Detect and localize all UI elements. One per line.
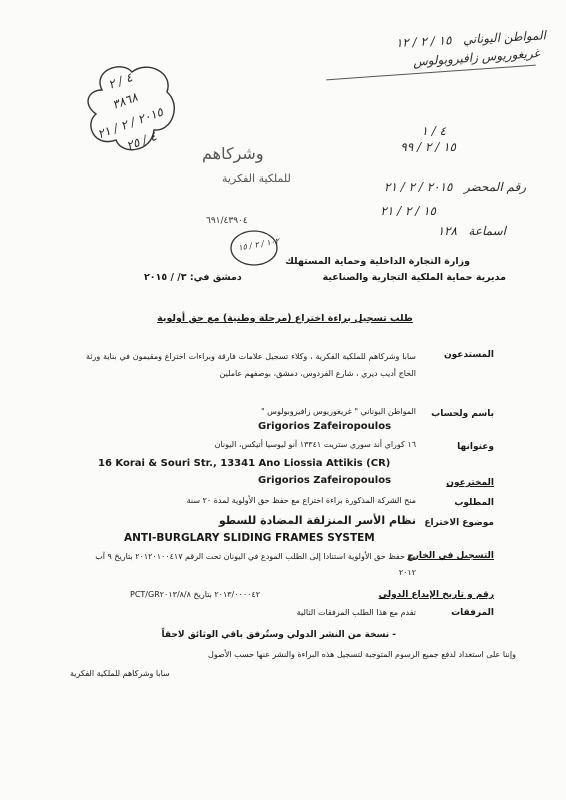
field-label-international-filing: رقم و تاريخ الإيداع الدولي <box>378 590 494 600</box>
field-label-subject: موضوع الاختراع <box>424 518 494 528</box>
handwritten-number: ١٥ / ٢ / ١٢ <box>395 33 452 51</box>
field-value-subject: نظام الأسر المنزلقة المضادة للسطو <box>218 514 416 527</box>
closing-statement: وإننا على استعداد لدفع جميع الرسوم المتوجبة لتسجيل هذه البراءة والنشر عنها حسب الأصول <box>208 650 516 659</box>
signature-company: سابا وشركاهم للملكية الفكرية <box>70 669 170 678</box>
field-label-attachments: المرفقات <box>451 608 494 618</box>
handwritten-registration-date: ٢٠١٥ / ٢ / ٢١ <box>384 180 453 194</box>
handwritten-registration-date-2: ١٥ / ٢ / ٢١ <box>380 204 436 218</box>
handwritten-cloud-text-4: ٤ / ٢٥ <box>124 129 159 153</box>
field-label-on-behalf: باسم ولحساب <box>431 409 494 419</box>
field-value-subject-en: ANTI-BURGLARY SLIDING FRAMES SYSTEM <box>124 532 375 544</box>
field-value-foreign-registration: مع حفظ حق الأولوية استنادا إلى الطلب المودع في اليونان تحت الرقم ٢٠١٢٠١٠٠٤١٧ بتاريخ ٩ آب ٢٠١٢ <box>95 552 416 577</box>
field-value-international-filing: PCT/GR٢٠١٣/٠٠٠٠٤٢ بتاريخ ٢٠١٣/٨/٨ <box>130 590 261 599</box>
field-value-applicants: سابا وشركاهم للملكية الفكرية ، وكلاء تسجيل علامات فارقة وبراءات اختراع ومقيمون في بناية ورثة الحاج أديب ديري ، شارع الفردوس، دمشق، بوصفهم عاملين <box>86 352 416 378</box>
handwritten-registration-title: رقم المحضر <box>463 180 526 194</box>
handwritten-note-1: ٤ / ١ <box>421 124 446 138</box>
field-value-requested: منح الشركة المذكورة براءة اختراع مع حفظ حق الأولوية لمدة ٢٠ سنة <box>186 496 416 505</box>
handwritten-note-2: ١٥ / ٢ / ٩٩ <box>400 140 456 154</box>
handwritten-registration-label <box>306 180 526 194</box>
round-stamp-text: ١٠٢ / ٢ / ١٥ <box>237 236 280 253</box>
field-label-applicants: المستدعون <box>443 350 494 360</box>
date-line: دمشق في: ٣/ / ٢٠١٥ <box>144 272 242 283</box>
handwritten-session-label: اسماعة <box>468 224 506 238</box>
handwritten-session-number: ١٢٨ <box>437 224 457 238</box>
field-label-address: وعنوانها <box>457 442 494 452</box>
attachment-note: - نسخة من النشر الدولي وستُرفق باقي الوثائق لاحقاً <box>161 630 396 640</box>
page-title: طلب تسجيل براءة اختراع (مرحلة وطنية) مع حق أولوية <box>157 313 413 324</box>
ministry-name: وزارة التجارة الداخلية وحماية المستهلك <box>285 256 470 267</box>
field-label-foreign-registration: التسجيل في الخارج <box>407 551 494 561</box>
company-stamp-sub: للملكية الفكرية <box>222 172 291 185</box>
field-value-address-en: 16 Korai & Souri Str., 13341 Ano Liossia Attikis (CR) <box>98 458 391 469</box>
company-stamp-name: وشركاهم <box>202 144 264 163</box>
field-value-on-behalf-en: Grigorios Zafeiropoulos <box>258 421 392 432</box>
field-value-attachments: تقدم مع هذا الطلب المرفقات التالية <box>296 608 416 617</box>
handwritten-citizen-label: المواطن اليوناني <box>462 28 547 47</box>
field-value-address: ١٦ كوراي أند سوري ستريت ١٣٣٤١ آنو ليوسيا أتيكس، اليونان <box>214 440 416 449</box>
field-label-requested: المطلوب <box>454 498 494 508</box>
field-value-inventors-en: Grigorios Zafeiropoulos <box>258 475 392 486</box>
handwritten-session-line <box>306 224 506 238</box>
handwritten-cloud-text-2: ٣٨٦٨ <box>110 90 140 112</box>
reference-number: ٦٩١/٤٣٩٠٤ <box>206 216 248 226</box>
handwritten-cloud-text-3: ٢٠١٥ / ٢ / ٢١ <box>95 104 165 142</box>
handwritten-cloud-text-1: ٤ / ٢ <box>106 70 135 92</box>
directorate-name: مديرية حماية الملكية التجارية والصناعية <box>322 272 506 283</box>
handwritten-name-line: غريغوريوس زافيروبولوس <box>412 45 541 69</box>
field-value-on-behalf: المواطن اليوناني " غريغوريوس زافيروبولوس " <box>260 407 416 416</box>
field-label-inventors: المخترعون <box>446 478 494 488</box>
